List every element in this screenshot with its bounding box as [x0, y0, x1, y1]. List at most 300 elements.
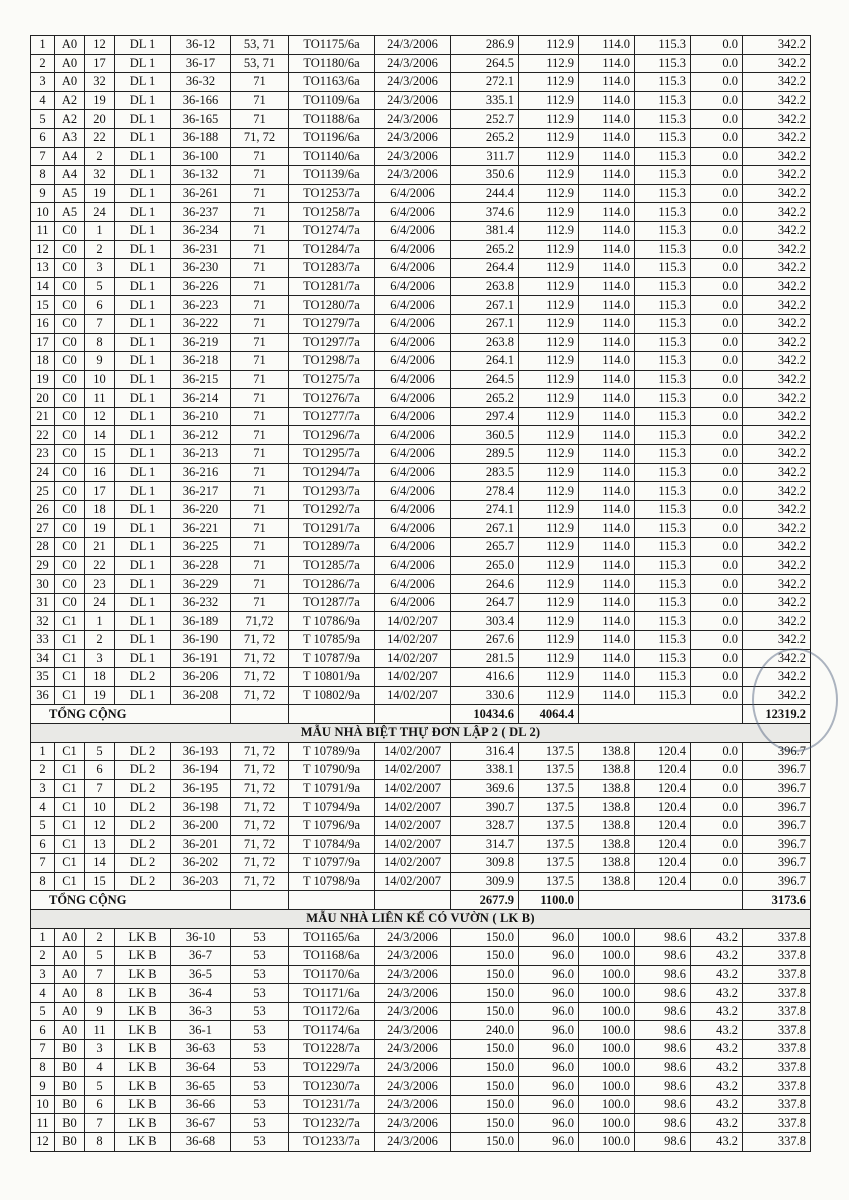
cell-land-area: 150.0 [451, 1095, 519, 1114]
cell-plot-no: 36-32 [171, 73, 231, 92]
cell-issue-date: 6/4/2006 [375, 333, 451, 352]
cell-issue-date: 6/4/2006 [375, 184, 451, 203]
cell-land-area: 264.4 [451, 259, 519, 278]
cell-map-sheet: 71 [231, 463, 289, 482]
cell-model: DL 1 [115, 389, 171, 408]
cell-floor-3: 43.2 [691, 965, 743, 984]
cell-floor-2: 115.3 [635, 631, 691, 650]
cell-total-floor-area: 342.2 [743, 389, 811, 408]
cell-stt: 2 [31, 761, 55, 780]
cell-build-area: 137.5 [519, 761, 579, 780]
cell-lot: 8 [85, 1133, 115, 1152]
cell-plot-no: 36-218 [171, 352, 231, 371]
table-row [31, 1021, 811, 1040]
cell-floor-3: 0.0 [691, 575, 743, 594]
cell-issue-date: 14/02/2007 [375, 779, 451, 798]
table-row [31, 1133, 811, 1152]
cell-plot-no: 36-208 [171, 686, 231, 705]
cell-floor-2: 115.3 [635, 612, 691, 631]
cell-issue-date: 24/3/2006 [375, 1002, 451, 1021]
cell-issue-date: 6/4/2006 [375, 519, 451, 538]
cell-total-floor-area: 342.2 [743, 259, 811, 278]
cell-total-floor-area: 342.2 [743, 240, 811, 259]
cell-floor-2: 98.6 [635, 1114, 691, 1133]
cell-block: C0 [55, 314, 85, 333]
cell-floor-2: 115.3 [635, 277, 691, 296]
cell-build-area: 112.9 [519, 482, 579, 501]
cell-floor-3: 0.0 [691, 668, 743, 687]
table-row [31, 668, 811, 687]
cell-build-area: 112.9 [519, 426, 579, 445]
cell-lot: 19 [85, 91, 115, 110]
cell-map-sheet: 53 [231, 1058, 289, 1077]
cell-floor-3: 0.0 [691, 445, 743, 464]
cell-certificate-no: TO1279/7a [289, 314, 375, 333]
cell-floor-1: 114.0 [579, 593, 635, 612]
cell-floor-3: 0.0 [691, 277, 743, 296]
cell-total-floor-area: 342.2 [743, 73, 811, 92]
cell-total-floor-area: 342.2 [743, 686, 811, 705]
cell-issue-date: 24/3/2006 [375, 1040, 451, 1059]
cell-block: C0 [55, 296, 85, 315]
cell-block: C0 [55, 445, 85, 464]
cell-issue-date: 24/3/2006 [375, 110, 451, 129]
cell-lot: 19 [85, 519, 115, 538]
cell-certificate-no: T 10801/9a [289, 668, 375, 687]
cell-floor-3: 0.0 [691, 73, 743, 92]
cell-floor-1: 114.0 [579, 73, 635, 92]
cell-build-area: 112.9 [519, 147, 579, 166]
cell-lot: 14 [85, 854, 115, 873]
cell-floor-3: 0.0 [691, 221, 743, 240]
cell-floor-2: 115.3 [635, 221, 691, 240]
cell-certificate-no: T 10784/9a [289, 835, 375, 854]
cell-map-sheet: 71 [231, 314, 289, 333]
cell-floor-3: 0.0 [691, 854, 743, 873]
cell-land-area: 350.6 [451, 166, 519, 185]
cell-lot: 5 [85, 947, 115, 966]
cell-land-area: 274.1 [451, 500, 519, 519]
cell-plot-no: 36-213 [171, 445, 231, 464]
cell-stt: 1 [31, 928, 55, 947]
cell-block: C0 [55, 500, 85, 519]
cell-land-area: 390.7 [451, 798, 519, 817]
cell-total-floor-area: 342.2 [743, 370, 811, 389]
total-empty [231, 705, 289, 724]
cell-map-sheet: 53 [231, 1133, 289, 1152]
cell-stt: 2 [31, 54, 55, 73]
cell-total-floor-area: 342.2 [743, 482, 811, 501]
cell-floor-1: 114.0 [579, 612, 635, 631]
cell-stt: 28 [31, 538, 55, 557]
cell-floor-1: 100.0 [579, 965, 635, 984]
cell-land-area: 263.8 [451, 277, 519, 296]
table-row [31, 296, 811, 315]
cell-model: DL 1 [115, 147, 171, 166]
cell-build-area: 96.0 [519, 1021, 579, 1040]
cell-total-floor-area: 342.2 [743, 147, 811, 166]
cell-land-area: 267.1 [451, 314, 519, 333]
cell-block: A5 [55, 184, 85, 203]
cell-total-floor-area: 337.8 [743, 947, 811, 966]
cell-build-area: 112.9 [519, 463, 579, 482]
cell-block: C0 [55, 482, 85, 501]
cell-floor-2: 115.3 [635, 575, 691, 594]
cell-build-area: 137.5 [519, 742, 579, 761]
cell-certificate-no: T 10785/9a [289, 631, 375, 650]
cell-block: C1 [55, 631, 85, 650]
cell-total-floor-area: 337.8 [743, 1114, 811, 1133]
cell-lot: 20 [85, 110, 115, 129]
cell-floor-1: 114.0 [579, 147, 635, 166]
cell-map-sheet: 71, 72 [231, 761, 289, 780]
cell-build-area: 112.9 [519, 686, 579, 705]
cell-map-sheet: 71 [231, 426, 289, 445]
cell-map-sheet: 71 [231, 221, 289, 240]
cell-certificate-no: TO1275/7a [289, 370, 375, 389]
cell-issue-date: 24/3/2006 [375, 147, 451, 166]
cell-land-area: 272.1 [451, 73, 519, 92]
cell-model: DL 1 [115, 54, 171, 73]
section-heading-row [31, 723, 811, 742]
cell-map-sheet: 71, 72 [231, 798, 289, 817]
cell-floor-3: 0.0 [691, 36, 743, 55]
cell-map-sheet: 53 [231, 984, 289, 1003]
cell-map-sheet: 71 [231, 593, 289, 612]
cell-model: DL 1 [115, 407, 171, 426]
cell-map-sheet: 71 [231, 73, 289, 92]
cell-lot: 19 [85, 686, 115, 705]
cell-total-floor-area: 396.7 [743, 761, 811, 780]
cell-issue-date: 6/4/2006 [375, 314, 451, 333]
cell-stt: 13 [31, 259, 55, 278]
cell-plot-no: 36-200 [171, 816, 231, 835]
cell-model: DL 1 [115, 296, 171, 315]
cell-floor-3: 0.0 [691, 631, 743, 650]
cell-floor-2: 120.4 [635, 742, 691, 761]
cell-map-sheet: 71 [231, 407, 289, 426]
cell-block: A0 [55, 73, 85, 92]
cell-land-area: 264.1 [451, 352, 519, 371]
cell-land-area: 265.2 [451, 240, 519, 259]
cell-floor-3: 0.0 [691, 538, 743, 557]
total-empty [289, 705, 375, 724]
cell-floor-3: 43.2 [691, 1021, 743, 1040]
cell-block: C1 [55, 761, 85, 780]
cell-floor-1: 138.8 [579, 761, 635, 780]
table-row [31, 352, 811, 371]
cell-block: B0 [55, 1133, 85, 1152]
cell-lot: 18 [85, 500, 115, 519]
cell-model: LK B [115, 1077, 171, 1096]
cell-total-floor-area: 337.8 [743, 1095, 811, 1114]
cell-stt: 29 [31, 556, 55, 575]
cell-model: LK B [115, 1133, 171, 1152]
cell-floor-3: 0.0 [691, 742, 743, 761]
cell-land-area: 311.7 [451, 147, 519, 166]
cell-floor-2: 115.3 [635, 500, 691, 519]
cell-map-sheet: 71 [231, 203, 289, 222]
cell-model: DL 1 [115, 463, 171, 482]
cell-total-floor-area: 342.2 [743, 500, 811, 519]
cell-map-sheet: 71 [231, 296, 289, 315]
table-row [31, 277, 811, 296]
table-row [31, 240, 811, 259]
cell-block: C1 [55, 686, 85, 705]
table-row [31, 575, 811, 594]
cell-build-area: 96.0 [519, 1114, 579, 1133]
cell-model: LK B [115, 1095, 171, 1114]
cell-map-sheet: 71, 72 [231, 742, 289, 761]
cell-issue-date: 6/4/2006 [375, 277, 451, 296]
cell-stt: 7 [31, 147, 55, 166]
cell-floor-2: 115.3 [635, 259, 691, 278]
cell-issue-date: 14/02/2007 [375, 798, 451, 817]
cell-certificate-no: TO1231/7a [289, 1095, 375, 1114]
cell-total-floor-area: 342.2 [743, 166, 811, 185]
cell-block: C1 [55, 742, 85, 761]
cell-stt: 27 [31, 519, 55, 538]
cell-floor-3: 43.2 [691, 1133, 743, 1152]
cell-block: C1 [55, 835, 85, 854]
cell-land-area: 150.0 [451, 947, 519, 966]
cell-floor-3: 0.0 [691, 779, 743, 798]
cell-lot: 7 [85, 1114, 115, 1133]
cell-floor-1: 114.0 [579, 110, 635, 129]
cell-floor-1: 114.0 [579, 277, 635, 296]
cell-stt: 6 [31, 128, 55, 147]
cell-plot-no: 36-3 [171, 1002, 231, 1021]
cell-certificate-no: TO1232/7a [289, 1114, 375, 1133]
cell-map-sheet: 71, 72 [231, 872, 289, 891]
cell-certificate-no: TO1140/6a [289, 147, 375, 166]
cell-map-sheet: 71 [231, 110, 289, 129]
cell-floor-1: 138.8 [579, 742, 635, 761]
cell-block: C0 [55, 463, 85, 482]
cell-certificate-no: TO1228/7a [289, 1040, 375, 1059]
cell-floor-1: 100.0 [579, 1114, 635, 1133]
cell-issue-date: 24/3/2006 [375, 166, 451, 185]
cell-map-sheet: 71, 72 [231, 854, 289, 873]
cell-floor-3: 0.0 [691, 370, 743, 389]
table-row [31, 1002, 811, 1021]
table-row [31, 798, 811, 817]
cell-map-sheet: 53 [231, 965, 289, 984]
cell-build-area: 96.0 [519, 1040, 579, 1059]
cell-model: DL 1 [115, 128, 171, 147]
cell-floor-2: 98.6 [635, 965, 691, 984]
cell-stt: 20 [31, 389, 55, 408]
cell-land-area: 150.0 [451, 965, 519, 984]
total-row [31, 705, 811, 724]
table-row [31, 779, 811, 798]
cell-model: DL 2 [115, 798, 171, 817]
table-row [31, 370, 811, 389]
cell-block: A0 [55, 984, 85, 1003]
cell-total-floor-area: 342.2 [743, 91, 811, 110]
cell-floor-1: 114.0 [579, 54, 635, 73]
cell-build-area: 112.9 [519, 445, 579, 464]
cell-lot: 2 [85, 147, 115, 166]
cell-plot-no: 36-132 [171, 166, 231, 185]
cell-total-floor-area: 342.2 [743, 538, 811, 557]
cell-map-sheet: 71 [231, 352, 289, 371]
cell-build-area: 112.9 [519, 649, 579, 668]
cell-issue-date: 6/4/2006 [375, 221, 451, 240]
cell-stt: 15 [31, 296, 55, 315]
cell-map-sheet: 71 [231, 91, 289, 110]
cell-floor-3: 0.0 [691, 816, 743, 835]
cell-stt: 8 [31, 872, 55, 891]
cell-issue-date: 24/3/2006 [375, 36, 451, 55]
cell-land-area: 338.1 [451, 761, 519, 780]
cell-plot-no: 36-206 [171, 668, 231, 687]
cell-map-sheet: 71 [231, 445, 289, 464]
cell-floor-1: 114.0 [579, 333, 635, 352]
table-row [31, 631, 811, 650]
cell-stt: 32 [31, 612, 55, 631]
cell-block: C0 [55, 333, 85, 352]
cell-floor-2: 98.6 [635, 928, 691, 947]
table-row [31, 36, 811, 55]
cell-total-floor-area: 337.8 [743, 1077, 811, 1096]
property-register-table [30, 35, 811, 1152]
cell-model: DL 1 [115, 259, 171, 278]
cell-issue-date: 6/4/2006 [375, 296, 451, 315]
cell-floor-2: 120.4 [635, 835, 691, 854]
table-row [31, 1114, 811, 1133]
cell-floor-2: 115.3 [635, 110, 691, 129]
cell-land-area: 330.6 [451, 686, 519, 705]
cell-block: C0 [55, 519, 85, 538]
cell-floor-3: 43.2 [691, 1040, 743, 1059]
cell-model: DL 1 [115, 686, 171, 705]
cell-map-sheet: 53 [231, 1040, 289, 1059]
cell-total-floor-area: 396.7 [743, 816, 811, 835]
cell-map-sheet: 71,72 [231, 612, 289, 631]
cell-model: DL 2 [115, 835, 171, 854]
cell-build-area: 96.0 [519, 928, 579, 947]
cell-build-area: 112.9 [519, 389, 579, 408]
cell-total-floor-area: 342.2 [743, 556, 811, 575]
cell-floor-2: 115.3 [635, 445, 691, 464]
cell-plot-no: 36-222 [171, 314, 231, 333]
cell-lot: 7 [85, 965, 115, 984]
cell-certificate-no: TO1284/7a [289, 240, 375, 259]
cell-certificate-no: TO1296/7a [289, 426, 375, 445]
cell-issue-date: 24/3/2006 [375, 91, 451, 110]
cell-model: DL 1 [115, 612, 171, 631]
cell-map-sheet: 53, 71 [231, 36, 289, 55]
cell-model: DL 1 [115, 314, 171, 333]
table-row [31, 1040, 811, 1059]
cell-lot: 3 [85, 259, 115, 278]
cell-land-area: 150.0 [451, 984, 519, 1003]
cell-certificate-no: TO1274/7a [289, 221, 375, 240]
cell-block: A0 [55, 1002, 85, 1021]
total-label: TỔNG CỘNG [31, 705, 231, 724]
cell-model: DL 2 [115, 742, 171, 761]
cell-plot-no: 36-5 [171, 965, 231, 984]
cell-floor-1: 114.0 [579, 36, 635, 55]
table-row [31, 389, 811, 408]
cell-issue-date: 14/02/207 [375, 631, 451, 650]
cell-stt: 4 [31, 798, 55, 817]
total-floor-area-sum: 12319.2 [743, 705, 811, 724]
cell-total-floor-area: 396.7 [743, 742, 811, 761]
cell-certificate-no: TO1293/7a [289, 482, 375, 501]
cell-lot: 19 [85, 184, 115, 203]
table-row [31, 556, 811, 575]
cell-floor-2: 115.3 [635, 166, 691, 185]
cell-floor-2: 98.6 [635, 1021, 691, 1040]
table-row [31, 482, 811, 501]
cell-build-area: 137.5 [519, 872, 579, 891]
cell-lot: 8 [85, 333, 115, 352]
cell-issue-date: 6/4/2006 [375, 556, 451, 575]
cell-model: DL 2 [115, 872, 171, 891]
cell-certificate-no: TO1172/6a [289, 1002, 375, 1021]
total-empty [289, 891, 375, 910]
cell-block: A0 [55, 928, 85, 947]
cell-floor-1: 100.0 [579, 928, 635, 947]
cell-issue-date: 6/4/2006 [375, 389, 451, 408]
cell-floor-1: 138.8 [579, 835, 635, 854]
cell-stt: 8 [31, 1058, 55, 1077]
cell-build-area: 112.9 [519, 128, 579, 147]
cell-lot: 16 [85, 463, 115, 482]
cell-floor-3: 43.2 [691, 984, 743, 1003]
cell-map-sheet: 71 [231, 389, 289, 408]
cell-floor-2: 115.3 [635, 686, 691, 705]
cell-land-area: 150.0 [451, 1058, 519, 1077]
cell-land-area: 265.2 [451, 128, 519, 147]
cell-lot: 6 [85, 296, 115, 315]
cell-plot-no: 36-221 [171, 519, 231, 538]
table-row [31, 463, 811, 482]
cell-stt: 6 [31, 1021, 55, 1040]
cell-model: DL 1 [115, 500, 171, 519]
cell-lot: 2 [85, 928, 115, 947]
cell-block: C0 [55, 593, 85, 612]
cell-build-area: 112.9 [519, 668, 579, 687]
cell-certificate-no: TO1175/6a [289, 36, 375, 55]
cell-model: DL 1 [115, 482, 171, 501]
cell-floor-2: 98.6 [635, 1002, 691, 1021]
cell-build-area: 112.9 [519, 166, 579, 185]
cell-floor-1: 114.0 [579, 128, 635, 147]
table-row [31, 91, 811, 110]
cell-block: A0 [55, 1021, 85, 1040]
table-row [31, 184, 811, 203]
cell-stt: 9 [31, 1077, 55, 1096]
cell-stt: 4 [31, 984, 55, 1003]
cell-floor-3: 0.0 [691, 296, 743, 315]
table-row [31, 407, 811, 426]
cell-total-floor-area: 342.2 [743, 631, 811, 650]
cell-map-sheet: 71 [231, 147, 289, 166]
cell-map-sheet: 71, 72 [231, 128, 289, 147]
cell-certificate-no: T 10787/9a [289, 649, 375, 668]
total-label: TỔNG CỘNG [31, 891, 231, 910]
cell-plot-no: 36-203 [171, 872, 231, 891]
cell-model: DL 1 [115, 91, 171, 110]
cell-model: LK B [115, 965, 171, 984]
cell-issue-date: 24/3/2006 [375, 947, 451, 966]
cell-land-area: 267.1 [451, 296, 519, 315]
cell-stt: 12 [31, 1133, 55, 1152]
cell-total-floor-area: 342.2 [743, 445, 811, 464]
